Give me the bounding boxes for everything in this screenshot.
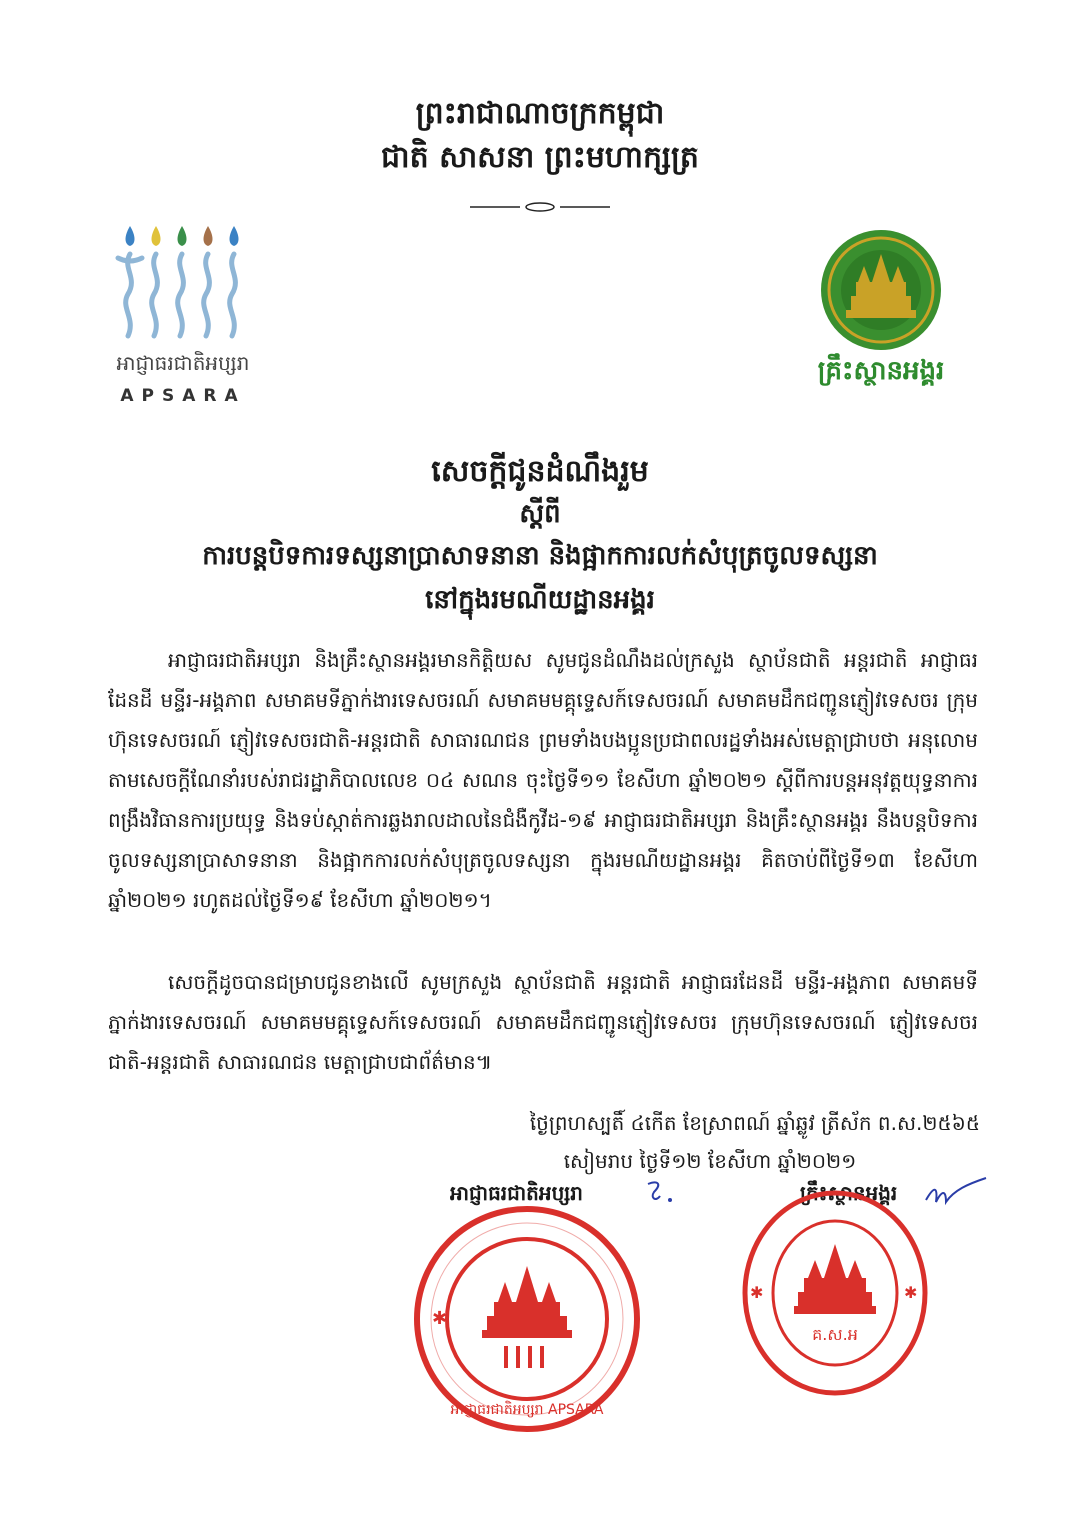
angkor-enterprise-name: គ្រឹះស្ថានអង្គរ	[817, 356, 945, 386]
announcement-subject-line1: ការបន្តបិទការទស្សនាប្រាសាទនានា និងផ្អាកការលក់សំបុត្រចូលទស្សនា	[202, 541, 878, 571]
svg-text:✱: ✱	[904, 1283, 918, 1302]
announcement-about: ស្តីពី	[519, 499, 561, 529]
angkor-seal-text: គ.ស.អ	[812, 1325, 858, 1344]
apsara-logo	[108, 218, 258, 406]
national-motto	[0, 92, 1080, 180]
apsara-seal	[412, 1204, 642, 1434]
apsara-flames-icon	[108, 218, 258, 348]
angkor-enterprise-logo	[806, 228, 956, 398]
kingdom-title: ព្រះរាជាណាចក្រកម្ពុជា	[415, 96, 665, 131]
signature-right-org: គ្រឹះស្ថានអង្គរ	[800, 1181, 898, 1205]
svg-text:✱: ✱	[432, 1308, 448, 1329]
angkor-enterprise-seal	[740, 1188, 930, 1398]
signature-right-icon	[920, 1176, 990, 1212]
signature-left-icon	[640, 1178, 680, 1208]
apsara-latin-name: APSARA	[120, 386, 246, 406]
national-motto-line: ជាតិ សាសនា ព្រះមហាក្សត្រ	[381, 140, 699, 175]
body-paragraph-1: អាជ្ញាធរជាតិអប្សរា និងគ្រឹះស្ថានអង្គរមានកិត្តិយស សូមជូនដំណឹងដល់ក្រសួង ស្ថាប័នជាតិ អន្តរជាតិ អាជ្ញាធរដែនដី មន្ទីរ-អង្គភាព សមាគមទីភ្នាក់ងារទេសចរណ៍ សមាគមមគ្គុទ្ទេសក៍ទេសចរណ៍ សមាគមដឹកជញ្ជូនភ្ញៀវទេសចរ ក្រុមហ៊ុនទេសចរណ៍ ភ្ញៀវទេសចរជាតិ-អន្តរជាតិ សាធារណជន ព្រមទាំងបងប្អូនប្រជាពលរដ្ឋទាំងអស់មេត្តាជ្រាបថា អនុលោមតាមសេចក្តីណែនាំរបស់រាជរដ្ឋាភិបាលលេខ ០៤ សណន ចុះថ្ងៃទី១១ ខែសីហា ឆ្នាំ២០២១ ស្តីពីការបន្តអនុវត្តយុទ្ធនាការពង្រឹងវិធានការប្រយុទ្ធ និងទប់ស្កាត់ការឆ្លងរាលដាលនៃជំងឺកូវីដ-១៩ អាជ្ញាធរជាតិអប្សរា និងគ្រឹះស្ថានអង្គរ នឹងបន្តបិទការចូលទស្សនាប្រាសាទនានា និងផ្អាកការលក់សំបុត្រចូលទស្សនា ក្នុងរមណីយដ្ឋានអង្គរ គិតចាប់ពីថ្ងៃទី១៣ ខែសីហា ឆ្នាំ២០២១ រហូតដល់ថ្ងៃទី១៩ ខែសីហា ឆ្នាំ២០២១។	[108, 648, 978, 912]
announcement-subject-line2: នៅក្នុងរមណីយដ្ឋានអង្គរ	[425, 585, 655, 615]
lunar-date: ថ្ងៃព្រហស្បតិ៍ ៤កើត ខែស្រាពណ៍ ឆ្នាំឆ្លូវ ត្រីស័ក ព.ស.២៥៦៥	[529, 1111, 980, 1135]
announcement-title	[0, 450, 1080, 622]
ornament-divider-icon	[470, 200, 610, 214]
svg-text:✱: ✱	[750, 1283, 764, 1302]
body-paragraph-2: សេចក្តីដូចបានជម្រាបជូនខាងលើ សូមក្រសួង ស្ថាប័នជាតិ អន្តរជាតិ អាជ្ញាធរដែនដី មន្ទីរ-អង្គភាព សមាគមទីភ្នាក់ងារទេសចរណ៍ សមាគមមគ្គុទ្ទេសក៍ទេសចរណ៍ សមាគមដឹកជញ្ជូនភ្ញៀវទេសចរ ក្រុមហ៊ុនទេសចរណ៍ ភ្ញៀវទេសចរជាតិ-អន្តរជាតិ សាធារណជន មេត្តាជ្រាបជាព័ត៌មាន៕	[108, 970, 978, 1074]
solar-date: សៀមរាប ថ្ងៃទី១២ ខែសីហា ឆ្នាំ២០២១	[563, 1149, 857, 1173]
signature-left-org: អាជ្ញាធរជាតិអប្សរា	[450, 1181, 583, 1205]
apsara-khmer-name: អាជ្ញាធរជាតិអប្សរា	[116, 351, 250, 375]
angkor-temple-emblem-icon	[806, 228, 956, 352]
apsara-seal-text: អាជ្ញាធរជាតិអប្សរា APSARA	[450, 1402, 604, 1418]
announcement-heading: សេចក្តីជូនដំណឹងរួម	[431, 454, 649, 489]
